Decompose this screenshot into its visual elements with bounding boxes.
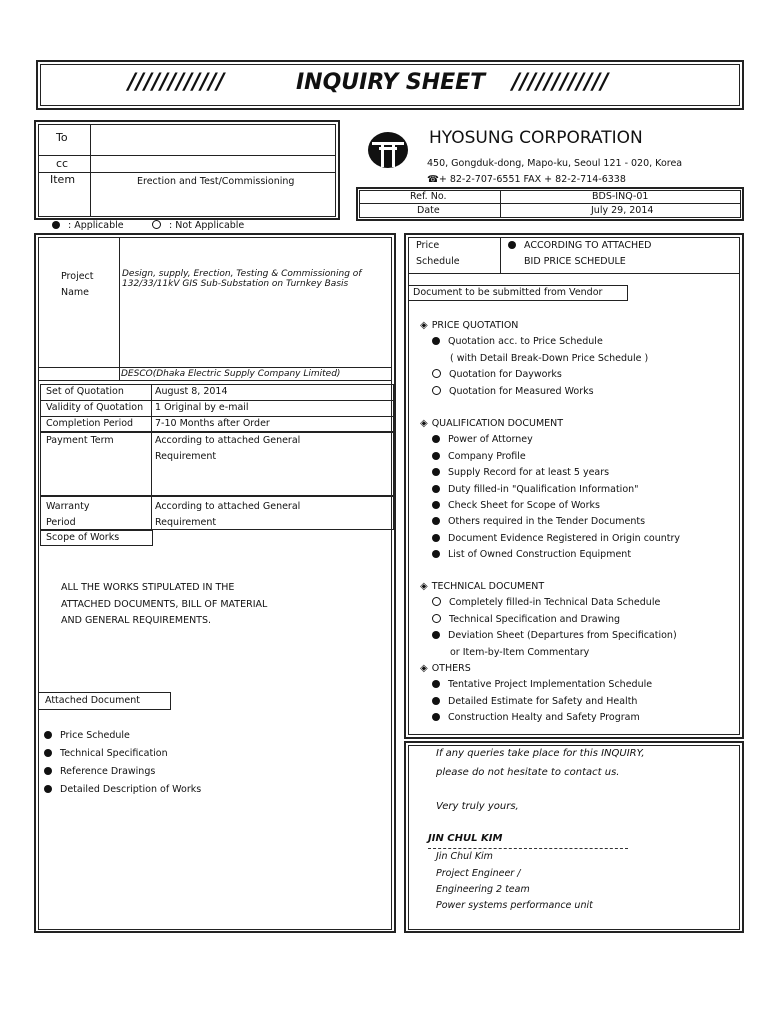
scope-label: Scope of Works (46, 532, 120, 543)
bullet-filled-icon (52, 221, 60, 229)
bullet-filled-icon (432, 337, 440, 345)
signature-line (428, 848, 628, 849)
hyosung-logo-icon (366, 130, 410, 170)
doc-item: List of Owned Construction Equipment (432, 549, 631, 561)
contact-closing: Very truly yours, (436, 801, 519, 812)
validity-label: Validity of Quotation (46, 402, 144, 413)
set-quotation-value: August 8, 2014 (155, 386, 228, 397)
diamond-icon: ◈ (420, 320, 428, 331)
warranty-label-1: Warranty (46, 501, 90, 512)
addressee-inner (38, 124, 336, 217)
doc-item: Quotation for Measured Works (432, 386, 594, 398)
attached-item: Price Schedule (44, 730, 130, 742)
ref-label: Ref. No. (410, 191, 447, 202)
contact-name: Jin Chul Kim (436, 851, 493, 862)
legend-not-applicable: : Not Applicable (152, 220, 244, 232)
project-label-2: Name (61, 287, 90, 298)
bullet-filled-icon (432, 697, 440, 705)
doc-item: Document Evidence Registered in Origin country (432, 533, 680, 545)
bullet-empty-icon (432, 369, 441, 378)
ref-value: BDS-INQ-01 (592, 191, 649, 202)
attached-label: Attached Document (45, 695, 140, 706)
doc-item: Power of Attorney (432, 434, 533, 446)
diamond-icon: ◈ (420, 581, 428, 592)
cc-label: cc (56, 157, 69, 170)
attached-item: Technical Specification (44, 748, 168, 760)
validity-value: 1 Original by e-mail (155, 402, 249, 413)
doc-item: Company Profile (432, 451, 526, 463)
to-label: To (56, 131, 68, 144)
attached-item: Detailed Description of Works (44, 784, 201, 796)
bullet-filled-icon (44, 749, 52, 757)
price-label-1: Price (416, 240, 440, 251)
doc-item: Others required in the Tender Documents (432, 516, 645, 528)
project-name-line2: 132/33/11kV GIS Sub-Substation on Turnkey Basis (122, 279, 349, 289)
contact-title-2: Engineering 2 team (436, 884, 530, 895)
bullet-empty-icon (432, 614, 441, 623)
doc-item: Duty filled-in "Qualification Information" (432, 484, 639, 496)
diamond-icon: ◈ (420, 663, 428, 674)
company-phone-fax: ☎+ 82-2-707-6551 FAX + 82-2-714-6338 (427, 174, 626, 185)
header-right-slashes: //////////// (512, 70, 609, 95)
documents-heading: Document to be submitted from Vendor (413, 287, 603, 298)
scope-text-3: AND GENERAL REQUIREMENTS. (61, 615, 212, 626)
bullet-filled-icon (44, 785, 52, 793)
set-quotation-label: Set of Quotation (46, 386, 124, 397)
completion-label: Completion Period (46, 418, 134, 429)
item-label: Item (50, 173, 76, 186)
doc-item: or Item-by-Item Commentary (450, 646, 590, 658)
project-label-1: Project (61, 271, 94, 282)
bullet-filled-icon (508, 241, 516, 249)
bullet-filled-icon (432, 501, 440, 509)
attached-item: Reference Drawings (44, 766, 155, 778)
project-client: DESCO(Dhaka Electric Supply Company Limited) (121, 369, 341, 379)
bullet-empty-icon (432, 597, 441, 606)
doc-item: Detailed Estimate for Safety and Health (432, 696, 637, 708)
warranty-label-2: Period (46, 517, 76, 528)
contact-title-1: Project Engineer / (436, 868, 521, 879)
warranty-value-1: According to attached General (155, 501, 301, 512)
price-label-2: Schedule (416, 256, 460, 267)
contact-line-1: If any queries take place for this INQUIRY, (436, 748, 645, 759)
bullet-filled-icon (432, 534, 440, 542)
doc-section-title: ◈ QUALIFICATION DOCUMENT (420, 418, 564, 429)
bullet-empty-icon (432, 386, 441, 395)
bullet-filled-icon (432, 550, 440, 558)
completion-value: 7-10 Months after Order (155, 418, 270, 429)
doc-item: Technical Specification and Drawing (432, 614, 620, 626)
doc-item: Check Sheet for Scope of Works (432, 500, 600, 512)
warranty-value-2: Requirement (155, 517, 217, 528)
price-value-2: BID PRICE SCHEDULE (524, 256, 626, 267)
doc-item: ( with Detail Break-Down Price Schedule ) (450, 352, 649, 364)
header-left-slashes: //////////// (128, 70, 225, 95)
legend-applicable: : Applicable (52, 220, 124, 232)
bullet-filled-icon (44, 731, 52, 739)
company-name: HYOSUNG CORPORATION (429, 128, 643, 148)
scope-text-1: ALL THE WORKS STIPULATED IN THE (61, 582, 235, 593)
contact-line-2: please do not hesitate to contact us. (436, 767, 620, 778)
doc-item: Tentative Project Implementation Schedule (432, 679, 652, 691)
doc-item: Completely filled-in Technical Data Schedule (432, 597, 660, 609)
doc-item: Construction Healty and Safety Program (432, 712, 640, 724)
date-label: Date (417, 205, 440, 216)
signature: JIN CHUL KIM (428, 833, 503, 844)
date-value: July 29, 2014 (591, 205, 654, 216)
doc-item: Quotation acc. to Price Schedule (432, 336, 603, 348)
bullet-empty-icon (152, 220, 161, 229)
bullet-filled-icon (432, 452, 440, 460)
diamond-icon: ◈ (420, 418, 428, 429)
payment-value-1: According to attached General (155, 435, 301, 446)
bullet-filled-icon (432, 435, 440, 443)
price-value-1: ACCORDING TO ATTACHED (508, 240, 651, 252)
doc-section-title: ◈ PRICE QUOTATION (420, 320, 519, 331)
doc-item: Supply Record for at least 5 years (432, 467, 609, 479)
project-name-line1: Design, supply, Erection, Testing & Commissioning of (122, 269, 362, 279)
doc-item: Quotation for Dayworks (432, 369, 562, 381)
bullet-filled-icon (432, 631, 440, 639)
doc-item: Deviation Sheet (Departures from Specification) (432, 630, 677, 642)
bullet-filled-icon (432, 468, 440, 476)
scope-text-2: ATTACHED DOCUMENTS, BILL OF MATERIAL (61, 599, 268, 610)
contact-title-3: Power systems performance unit (436, 900, 593, 911)
doc-section-title: ◈ OTHERS (420, 663, 471, 674)
company-address: 450, Gongduk-dong, Mapo-ku, Seoul 121 - 020, Korea (427, 158, 683, 169)
bullet-filled-icon (44, 767, 52, 775)
bullet-filled-icon (432, 680, 440, 688)
item-value: Erection and Test/Commissioning (137, 176, 295, 187)
bullet-filled-icon (432, 713, 440, 721)
page-title: INQUIRY SHEET (296, 70, 486, 95)
doc-section-title: ◈ TECHNICAL DOCUMENT (420, 581, 545, 592)
bullet-filled-icon (432, 485, 440, 493)
payment-label: Payment Term (46, 435, 114, 446)
payment-value-2: Requirement (155, 451, 217, 462)
bullet-filled-icon (432, 517, 440, 525)
